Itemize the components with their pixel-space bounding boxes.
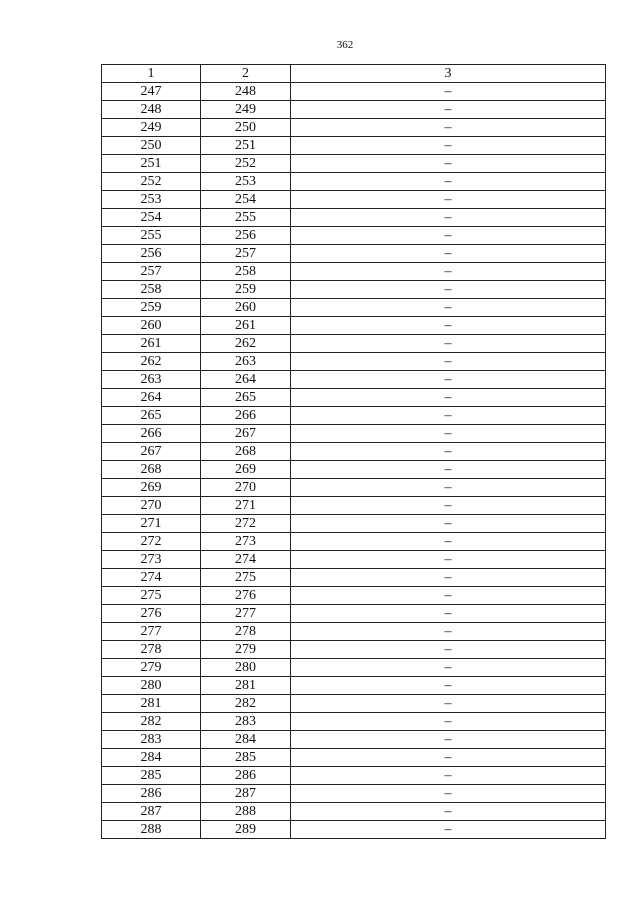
cell-col-2: 267: [201, 425, 291, 443]
cell-col-3: –: [291, 425, 606, 443]
cell-col-3: –: [291, 227, 606, 245]
cell-col-2: 266: [201, 407, 291, 425]
cell-col-2: 259: [201, 281, 291, 299]
cell-col-1: 282: [102, 713, 201, 731]
cell-col-2: 254: [201, 191, 291, 209]
cell-col-2: 268: [201, 443, 291, 461]
table-row: [102, 785, 606, 803]
cell-col-3: –: [291, 623, 606, 641]
table-row: [102, 155, 606, 173]
cell-col-1: 270: [102, 497, 201, 515]
cell-col-1: 257: [102, 263, 201, 281]
cell-col-3: –: [291, 155, 606, 173]
cell-col-3: –: [291, 785, 606, 803]
cell-col-2: 277: [201, 605, 291, 623]
cell-col-3: –: [291, 587, 606, 605]
cell-col-2: 249: [201, 101, 291, 119]
table-row: [102, 641, 606, 659]
cell-col-1: 277: [102, 623, 201, 641]
cell-col-3: –: [291, 821, 606, 839]
table-row: [102, 713, 606, 731]
cell-col-3: –: [291, 209, 606, 227]
table-row: [102, 461, 606, 479]
cell-col-1: 266: [102, 425, 201, 443]
table-row: [102, 497, 606, 515]
cell-col-1: 279: [102, 659, 201, 677]
cell-col-2: 284: [201, 731, 291, 749]
table-row: [102, 209, 606, 227]
cell-col-2: 257: [201, 245, 291, 263]
cell-col-2: 252: [201, 155, 291, 173]
cell-col-1: 250: [102, 137, 201, 155]
cell-col-3: –: [291, 443, 606, 461]
cell-col-3: –: [291, 659, 606, 677]
cell-col-2: 280: [201, 659, 291, 677]
table-row: [102, 227, 606, 245]
cell-col-2: 248: [201, 83, 291, 101]
cell-col-3: –: [291, 335, 606, 353]
table-header-row: [102, 65, 606, 83]
table-row: [102, 281, 606, 299]
table-row: [102, 659, 606, 677]
cell-col-1: 263: [102, 371, 201, 389]
cell-col-3: –: [291, 245, 606, 263]
cell-col-3: –: [291, 281, 606, 299]
cell-col-3: –: [291, 317, 606, 335]
cell-col-3: –: [291, 83, 606, 101]
table-row: [102, 587, 606, 605]
cell-col-1: 268: [102, 461, 201, 479]
table-row: [102, 389, 606, 407]
cell-col-1: 258: [102, 281, 201, 299]
table-row: [102, 353, 606, 371]
cell-col-1: 271: [102, 515, 201, 533]
cell-col-2: 276: [201, 587, 291, 605]
table-body: [102, 83, 606, 839]
cell-col-2: 265: [201, 389, 291, 407]
cell-col-3: –: [291, 677, 606, 695]
table-row: [102, 137, 606, 155]
cell-col-1: 251: [102, 155, 201, 173]
cell-col-1: 281: [102, 695, 201, 713]
cell-col-2: 273: [201, 533, 291, 551]
cell-col-1: 255: [102, 227, 201, 245]
sequence-table: [101, 64, 606, 839]
cell-col-3: –: [291, 479, 606, 497]
cell-col-1: 261: [102, 335, 201, 353]
cell-col-1: 252: [102, 173, 201, 191]
cell-col-1: 273: [102, 551, 201, 569]
cell-col-3: –: [291, 605, 606, 623]
cell-col-2: 274: [201, 551, 291, 569]
table-row: [102, 695, 606, 713]
cell-col-1: 267: [102, 443, 201, 461]
cell-col-2: 253: [201, 173, 291, 191]
table-row: [102, 677, 606, 695]
table-row: [102, 803, 606, 821]
cell-col-2: 258: [201, 263, 291, 281]
cell-col-1: 272: [102, 533, 201, 551]
cell-col-3: –: [291, 371, 606, 389]
cell-col-3: –: [291, 461, 606, 479]
cell-col-1: 247: [102, 83, 201, 101]
cell-col-3: –: [291, 407, 606, 425]
cell-col-2: 287: [201, 785, 291, 803]
cell-col-2: 250: [201, 119, 291, 137]
cell-col-2: 264: [201, 371, 291, 389]
cell-col-1: 286: [102, 785, 201, 803]
cell-col-1: 278: [102, 641, 201, 659]
cell-col-3: –: [291, 803, 606, 821]
cell-col-2: 261: [201, 317, 291, 335]
cell-col-1: 274: [102, 569, 201, 587]
cell-col-3: –: [291, 497, 606, 515]
table-row: [102, 191, 606, 209]
cell-col-1: 283: [102, 731, 201, 749]
table-row: [102, 443, 606, 461]
cell-col-3: –: [291, 191, 606, 209]
table-row: [102, 767, 606, 785]
column-header-1: 1: [102, 65, 201, 83]
cell-col-1: 254: [102, 209, 201, 227]
table-row: [102, 821, 606, 839]
cell-col-1: 285: [102, 767, 201, 785]
cell-col-3: –: [291, 299, 606, 317]
cell-col-2: 275: [201, 569, 291, 587]
cell-col-3: –: [291, 389, 606, 407]
cell-col-3: –: [291, 137, 606, 155]
table-row: [102, 569, 606, 587]
table-row: [102, 605, 606, 623]
cell-col-2: 283: [201, 713, 291, 731]
cell-col-3: –: [291, 569, 606, 587]
table-row: [102, 119, 606, 137]
cell-col-3: –: [291, 767, 606, 785]
table-row: [102, 515, 606, 533]
cell-col-2: 260: [201, 299, 291, 317]
cell-col-1: 275: [102, 587, 201, 605]
cell-col-1: 249: [102, 119, 201, 137]
cell-col-3: –: [291, 551, 606, 569]
cell-col-2: 272: [201, 515, 291, 533]
cell-col-2: 279: [201, 641, 291, 659]
cell-col-1: 276: [102, 605, 201, 623]
cell-col-2: 278: [201, 623, 291, 641]
table-row: [102, 479, 606, 497]
cell-col-2: 286: [201, 767, 291, 785]
table-row: [102, 335, 606, 353]
table-row: [102, 425, 606, 443]
table-row: [102, 101, 606, 119]
cell-col-1: 248: [102, 101, 201, 119]
cell-col-3: –: [291, 263, 606, 281]
cell-col-1: 260: [102, 317, 201, 335]
cell-col-3: –: [291, 713, 606, 731]
cell-col-1: 269: [102, 479, 201, 497]
table-row: [102, 731, 606, 749]
table-row: [102, 623, 606, 641]
cell-col-2: 285: [201, 749, 291, 767]
page-number: 362: [336, 39, 354, 51]
cell-col-1: 280: [102, 677, 201, 695]
table-row: [102, 533, 606, 551]
cell-col-3: –: [291, 515, 606, 533]
cell-col-1: 256: [102, 245, 201, 263]
cell-col-2: 288: [201, 803, 291, 821]
cell-col-3: –: [291, 533, 606, 551]
cell-col-2: 270: [201, 479, 291, 497]
cell-col-3: –: [291, 731, 606, 749]
column-header-3: 3: [291, 65, 606, 83]
cell-col-2: 269: [201, 461, 291, 479]
cell-col-1: 264: [102, 389, 201, 407]
table-row: [102, 83, 606, 101]
cell-col-2: 262: [201, 335, 291, 353]
table-row: [102, 749, 606, 767]
cell-col-1: 288: [102, 821, 201, 839]
cell-col-1: 284: [102, 749, 201, 767]
cell-col-2: 263: [201, 353, 291, 371]
table-row: [102, 245, 606, 263]
cell-col-3: –: [291, 641, 606, 659]
cell-col-1: 253: [102, 191, 201, 209]
table-row: [102, 371, 606, 389]
cell-col-1: 262: [102, 353, 201, 371]
cell-col-2: 271: [201, 497, 291, 515]
cell-col-3: –: [291, 695, 606, 713]
table-row: [102, 173, 606, 191]
cell-col-3: –: [291, 353, 606, 371]
cell-col-2: 289: [201, 821, 291, 839]
table-row: [102, 263, 606, 281]
cell-col-3: –: [291, 119, 606, 137]
cell-col-2: 255: [201, 209, 291, 227]
cell-col-2: 281: [201, 677, 291, 695]
cell-col-3: –: [291, 749, 606, 767]
table-row: [102, 407, 606, 425]
cell-col-3: –: [291, 173, 606, 191]
cell-col-3: –: [291, 101, 606, 119]
cell-col-1: 287: [102, 803, 201, 821]
table-row: [102, 551, 606, 569]
cell-col-1: 265: [102, 407, 201, 425]
cell-col-2: 256: [201, 227, 291, 245]
cell-col-2: 251: [201, 137, 291, 155]
cell-col-2: 282: [201, 695, 291, 713]
table-row: [102, 299, 606, 317]
column-header-2: 2: [201, 65, 291, 83]
cell-col-1: 259: [102, 299, 201, 317]
table-row: [102, 317, 606, 335]
